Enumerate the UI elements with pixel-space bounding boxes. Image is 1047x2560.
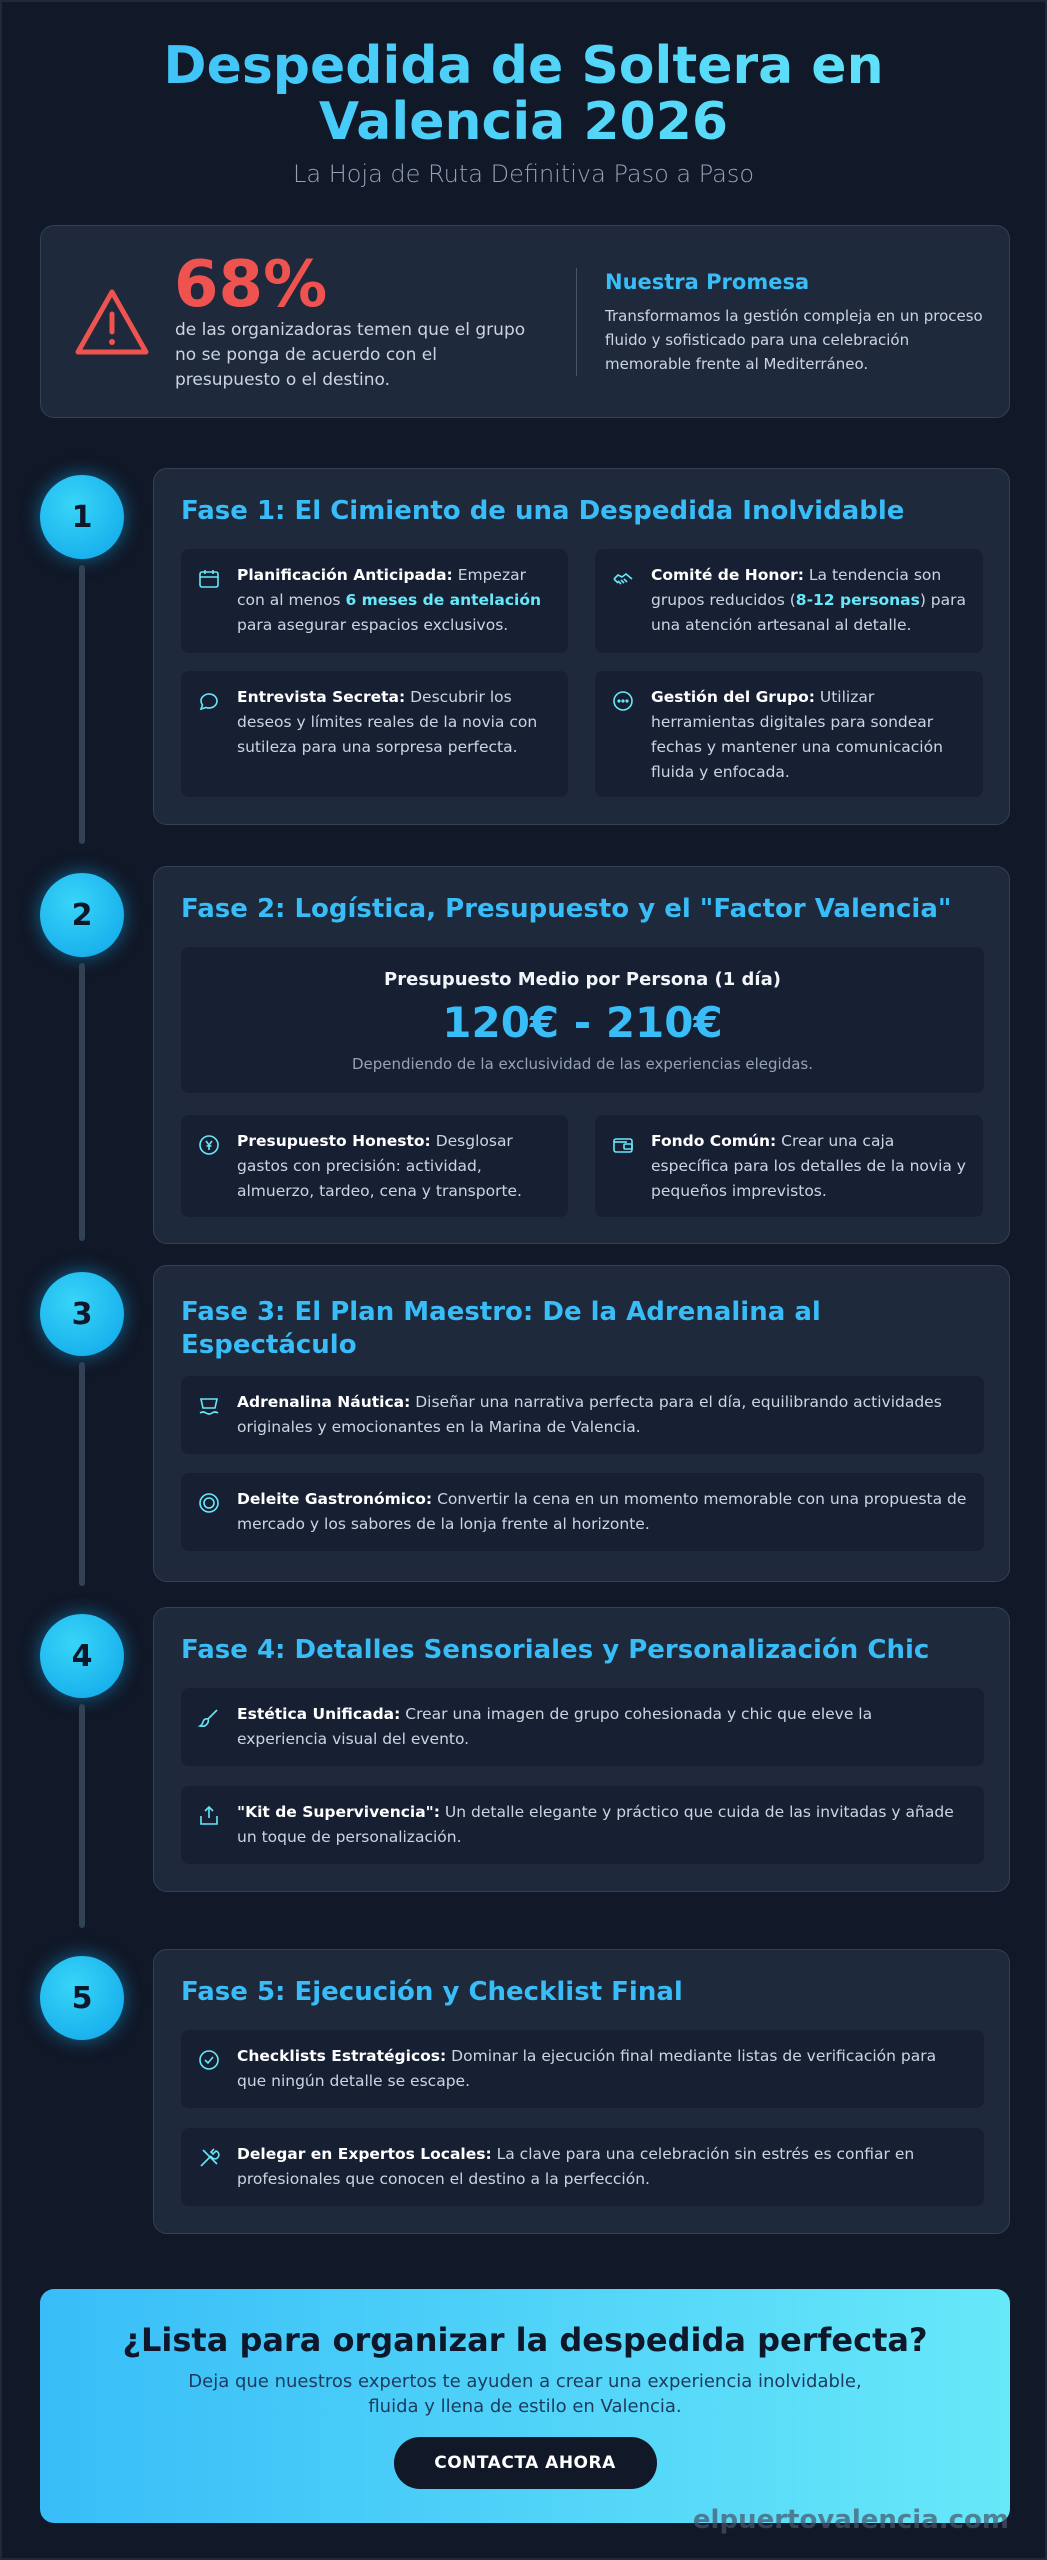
item-text: Desglosar gastos con precisión: actividad, almuerzo, tardeo, cena y transporte. [237, 1132, 522, 1200]
item-label: Presupuesto Honesto: [237, 1132, 431, 1150]
item-highlight: 6 meses de antelación [345, 591, 542, 609]
stat-text: de las organizadoras temen que el grupo no se ponga de acuerdo con el presupuesto o el destino. [175, 320, 526, 390]
item-text: Diseñar una narrativa perfecta para el día, equilibrando actividades originales y emocionantes en la Marina de Valencia. [237, 1393, 942, 1436]
message-dots-icon [611, 689, 635, 713]
budget-value: 120€ - 210€ [442, 998, 723, 1047]
phase-3-card [153, 1265, 1010, 1582]
timeline-line [79, 565, 85, 844]
timeline-line [79, 1704, 85, 1928]
phase-5-title: Fase 5: Ejecución y Checklist Final [181, 1977, 683, 2007]
stat-value: 68% [174, 248, 328, 322]
item-text: Un detalle elegante y práctico que cuida de las invitadas y añade un toque de personalización. [237, 1803, 954, 1846]
timeline-line [79, 1362, 85, 1586]
cta-text: Deja que nuestros expertos te ayuden a crear una experiencia inolvidable, fluida y llena de estilo en Valencia. [188, 2371, 862, 2417]
warning-icon [73, 286, 151, 358]
item-text: Descubrir los deseos y límites reales de la novia con sutileza para una sorpresa perfecta. [237, 688, 538, 756]
item-fondo [595, 1115, 983, 1217]
item-text: Crear una imagen de grupo cohesionada y chic que eleve la experiencia visual del evento. [237, 1705, 873, 1748]
budget-note: Dependiendo de la exclusividad de las experiencias elegidas. [351, 1055, 814, 1073]
item-entrevista [181, 671, 568, 797]
promise-title: Nuestra Promesa [605, 270, 810, 294]
phase-4-number: 4 [40, 1614, 124, 1698]
item-label: Fondo Común: [651, 1132, 777, 1150]
phase-2-card [153, 866, 1010, 1244]
item-text: Convertir la cena en un momento memorable con una propuesta de mercado y los sabores de la lonja frente al horizonte. [237, 1490, 967, 1533]
promise-text: Transformamos la gestión compleja en un proceso fluido y sofisticado para una celebración memorable frente al Mediterráneo. [605, 307, 983, 373]
plate-icon [197, 1491, 221, 1515]
header [2, 2, 1045, 188]
item-text: Crear una caja específica para los detalles de la novia y pequeños imprevistos. [651, 1132, 966, 1200]
budget-label: Presupuesto Medio por Persona (1 día) [384, 969, 781, 990]
stat-card [40, 225, 1010, 418]
item-label: Comité de Honor: [651, 566, 804, 584]
wallet-icon [611, 1133, 635, 1157]
phase-2-title: Fase 2: Logística, Presupuesto y el "Factor Valencia" [181, 894, 952, 924]
item-label: Deleite Gastronómico: [237, 1490, 433, 1508]
phase-1-card [153, 468, 1010, 825]
gift-icon [197, 1804, 221, 1828]
boat-icon [197, 1394, 221, 1418]
item-gestion [595, 671, 983, 797]
item-adrenalina [181, 1376, 984, 1454]
item-checklists [181, 2030, 984, 2108]
cta-banner [40, 2289, 1010, 2523]
item-text: para asegurar espacios exclusivos. [237, 616, 509, 634]
phase-5-number: 5 [40, 1956, 124, 2040]
item-planificacion [181, 549, 568, 653]
item-label: Planificación Anticipada: [237, 566, 453, 584]
item-text: Dominar la ejecución final mediante listas de verificación para que ningún detalle se escape. [237, 2047, 937, 2090]
item-presupuesto [181, 1115, 568, 1217]
contact-button[interactable]: CONTACTA AHORA [394, 2437, 657, 2489]
handshake-icon [611, 567, 635, 591]
check-circle-icon [197, 2048, 221, 2072]
calendar-icon [197, 567, 221, 591]
chat-icon [197, 689, 221, 713]
page-subtitle: La Hoja de Ruta Definitiva Paso a Paso [292, 160, 755, 188]
item-label: Gestión del Grupo: [651, 688, 815, 706]
divider [576, 268, 577, 376]
coin-icon [197, 1133, 221, 1157]
phase-1-title: Fase 1: El Cimiento de una Despedida Inolvidable [181, 496, 905, 526]
item-label: Adrenalina Náutica: [237, 1393, 411, 1411]
phase-3-title: Fase 3: El Plan Maestro: De la Adrenalina al Espectáculo [181, 1297, 821, 1360]
phase-4-card [153, 1607, 1010, 1892]
item-kit [181, 1786, 984, 1864]
phase-1-number: 1 [40, 475, 124, 559]
item-text: La tendencia son grupos reducidos ( [651, 566, 942, 609]
phase-4-title: Fase 4: Detalles Sensoriales y Personalización Chic [181, 1635, 930, 1665]
watermark: elpuertovalencia.com [692, 2505, 1009, 2535]
phase-2-number: 2 [40, 873, 124, 957]
item-label: Checklists Estratégicos: [237, 2047, 447, 2065]
phase-3-number: 3 [40, 1272, 124, 1356]
item-delegar [181, 2128, 984, 2206]
cta-title: ¿Lista para organizar la despedida perfecta? [122, 2321, 928, 2359]
item-estetica [181, 1688, 984, 1766]
tools-icon [197, 2146, 221, 2170]
item-text: La clave para una celebración sin estrés es confiar en profesionales que conocen el destino a la perfección. [237, 2145, 915, 2188]
item-label: "Kit de Supervivencia": [237, 1803, 440, 1821]
page-title: Despedida de Soltera en Valencia 2026 [2, 38, 1045, 150]
item-label: Estética Unificada: [237, 1705, 401, 1723]
item-text: Empezar con al menos [237, 566, 526, 609]
budget-box [181, 947, 984, 1093]
item-label: Delegar en Expertos Locales: [237, 2145, 492, 2163]
timeline-line [79, 963, 85, 1241]
item-gastronomico [181, 1473, 984, 1551]
item-text: Utilizar herramientas digitales para sondear fechas y mantener una comunicación fluida y enfocada. [651, 688, 943, 781]
brush-icon [197, 1706, 221, 1730]
item-label: Entrevista Secreta: [237, 688, 406, 706]
phase-5-card [153, 1949, 1010, 2234]
item-comite [595, 549, 983, 653]
item-highlight: 8-12 personas [795, 591, 920, 609]
item-text: ) para una atención artesanal al detalle. [651, 591, 967, 634]
